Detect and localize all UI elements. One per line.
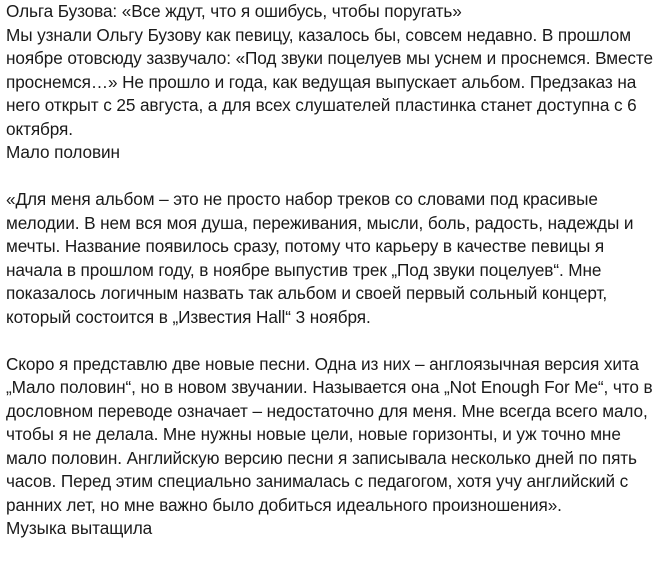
quote-line: часов. Перед этим специально занималась с педагогом, хотя учу английский с: [6, 471, 629, 491]
intro-line: октября.: [6, 118, 73, 139]
intro-line: Мы узнали Ольгу Бузову как певицу, казалось бы, совсем недавно. В прошлом: [6, 24, 631, 45]
quote-line: мало половин. Английскую версию песни я записывала несколько дней по пять: [6, 447, 637, 468]
quote-line: мелодии. В нем вся моя душа, переживания, мысли, боль, радость, надежды и: [6, 212, 634, 233]
paragraph-spacer: [6, 329, 666, 353]
section-heading-muzyka-vytashchila: Музыка вытащила: [6, 518, 153, 538]
paragraph-spacer: [6, 165, 666, 189]
quote-line: показалось логичным назвать так альбом и своей первый сольный концерт,: [6, 283, 607, 303]
quote-line: чтобы я не делала. Мне нужны новые цели, новые горизонты, и уж точно мне: [6, 424, 621, 444]
quote-line: Скоро я представлю две новые песни. Одна из них – англоязычная версия хита: [6, 353, 639, 374]
quote-paragraph-1: [6, 188, 666, 329]
article: [6, 0, 666, 541]
quote-line: мечты. Название появилось сразу, потому что карьеру в качестве певицы я: [6, 236, 605, 256]
section-heading-malo-polovin: Мало половин: [6, 142, 120, 162]
quote-paragraph-2: [6, 353, 666, 518]
quote-line: начала в прошлом году, в ноябре выпустив трек „Под звуки поцелуев“. Мне: [6, 259, 602, 280]
article-title: Ольга Бузова: «Все ждут, что я ошибусь, чтобы поругать»: [6, 1, 462, 21]
quote-line: «Для меня альбом – это не просто набор треков со словами под красивые: [6, 189, 598, 209]
quote-line: „Мало половин“, но в новом звучании. Называется она „Not Enough For Me“, что в: [6, 377, 653, 397]
intro-paragraph: [6, 24, 666, 142]
quote-line: дословном переводе означает – недостаточно для меня. Мне всегда всего мало,: [6, 400, 648, 421]
intro-line: него открыт с 25 августа, а для всех слушателей пластинка станет доступна с 6: [6, 95, 637, 115]
intro-line: ноябре отовсюду зазвучало: «Под звуки поцелуев мы уснем и проснемся. Вместе: [6, 48, 653, 68]
quote-line: ранних лет, но мне важно было добиться идеального произношения».: [6, 494, 562, 515]
quote-line: который состоится в „Известия Hall“ 3 ноября.: [6, 306, 371, 327]
intro-line: проснемся…» Не прошло и года, как ведущая выпускает альбом. Предзаказ на: [6, 71, 637, 92]
